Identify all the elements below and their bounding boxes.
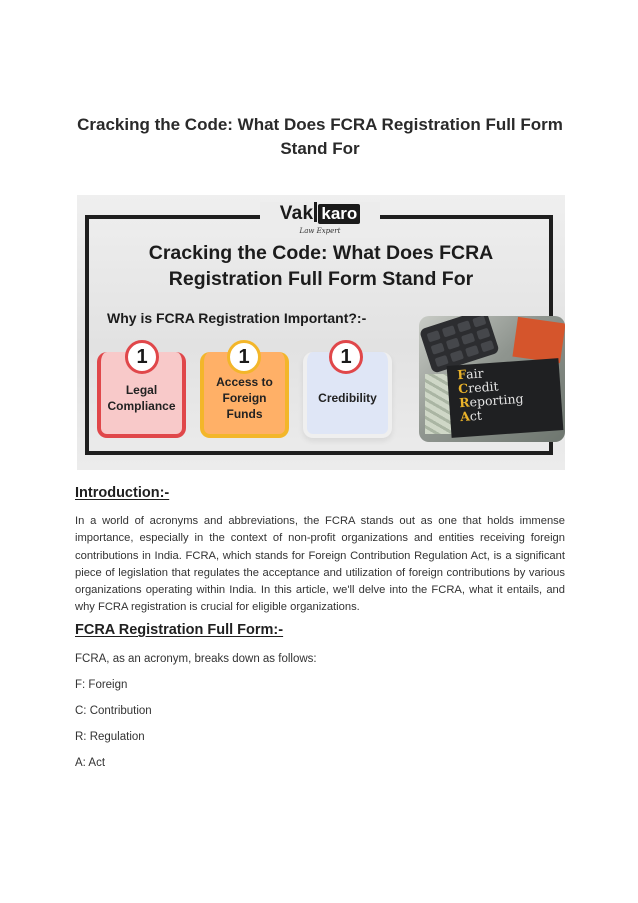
banner-image — [77, 195, 565, 470]
banner-subtitle: Why is FCRA Registration Important?:- — [107, 310, 367, 326]
chalk-line: Act — [459, 407, 483, 425]
chalk-line: Reporting — [458, 390, 524, 411]
logo-tagline: Law Expert — [299, 227, 341, 235]
full-form-item-c: C: Contribution — [75, 705, 152, 717]
number-badge: 1 — [125, 340, 159, 374]
card-label: Legal Compliance — [107, 383, 176, 413]
fcra-photo — [419, 316, 565, 442]
number-badge: 1 — [329, 340, 363, 374]
full-form-item-f: F: Foreign — [75, 679, 128, 691]
page-title: Cracking the Code: What Does FCRA Registration Full Form Stand For — [77, 115, 563, 158]
card-label: Credibility — [318, 391, 377, 405]
introduction-heading: Introduction:- — [75, 485, 170, 501]
logo-text-karo: karo — [318, 204, 360, 224]
number-badge: 1 — [227, 340, 261, 374]
vakilkaro-logo — [260, 202, 380, 238]
logo-pipe — [314, 202, 317, 222]
chalk-line: Credit — [457, 378, 500, 397]
full-form-heading: FCRA Registration Full Form:- — [75, 622, 284, 638]
logo-text-vak: Vak — [279, 203, 314, 224]
full-form-item-r: R: Regulation — [75, 731, 145, 743]
full-form-intro: FCRA, as an acronym, breaks down as follows: — [75, 653, 317, 665]
fcra-chalkboard — [447, 358, 564, 438]
introduction-paragraph: In a world of acronyms and abbreviations, the FCRA stands out as one that holds immense importance, especially in the context of non-profit organizations and entities receiving foreign contributions in India. FCRA, which stands for Foreign Contribution Regulation Act, is a significant piece of legislation that regulates the acceptance and utilization of foreign contributions by various organizations operating within India. In this article, we'll delve into the FCRA, what it entails, and why FCRA registration is crucial for eligible organizations. — [75, 515, 565, 614]
orange-note — [512, 317, 565, 363]
full-form-item-a: A: Act — [75, 757, 106, 769]
card-label: Access to Foreign Funds — [216, 375, 273, 421]
banner-title: Cracking the Code: What Does FCRA Registration Full Form Stand For — [148, 242, 494, 290]
chalk-line: Fair — [456, 365, 485, 383]
